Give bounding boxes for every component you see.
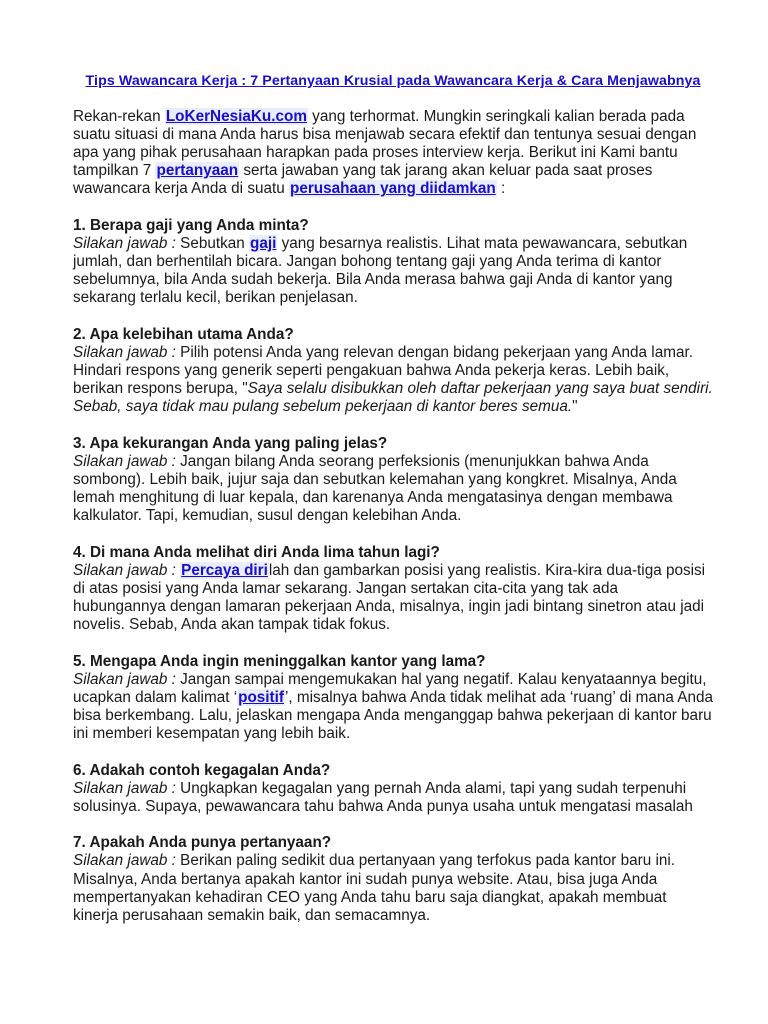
answer-paragraph <box>73 780 713 816</box>
answer-label: Silakan jawab : <box>73 452 176 470</box>
answer-text: yang besarnya realistis. Lihat mata pewawancara, sebutkan jumlah, dan berhentilah bicara. Jangan bohong tentang gaji yang Anda terima di kantor sebelumnya, bila Anda sudah bekerja. Bila Anda merasa bahwa gaji Anda di kantor yang sekarang terlalu kecil, berikan penjelasan. <box>73 234 688 307</box>
answer-paragraph <box>73 453 713 526</box>
intro-paragraph <box>73 108 713 199</box>
answer-text: ’, misalnya bahwa Anda tidak melihat ada ‘ruang’ di mana Anda bisa berkembang. Lalu, jelaskan mengapa Anda menganggap bahwa pekerjaan di kantor baru ini memberi kesempatan yang lebih baik. <box>73 688 714 743</box>
intro-text: Rekan-rekan <box>73 107 165 125</box>
intro-text: : <box>496 180 506 198</box>
answer-paragraph <box>73 852 713 925</box>
answer-text: Sebutkan <box>175 234 250 252</box>
question-heading: 6. Adakah contoh kegagalan Anda? <box>73 761 331 779</box>
site-link[interactable]: LoKerNesiaKu.com <box>165 107 307 125</box>
answer-text: Berikan paling sedikit dua pertanyaan yang terfokus pada kantor baru ini. Misalnya, Anda bertanya apakah kantor ini sudah punya website. Atau, bisa juga Anda mempertanyakan kehadiran CEO yang Anda tahu baru saja diangkat, apakah membuat kinerja perusahaan semakin baik, dan semacamnya. <box>73 852 676 925</box>
question-4 <box>73 544 713 635</box>
answer-paragraph <box>73 235 713 308</box>
pertanyaan-link[interactable]: pertanyaan <box>156 162 239 180</box>
answer-paragraph <box>73 671 713 744</box>
question-5 <box>73 653 713 744</box>
answer-text: Jangan sampai mengemukakan hal yang negatif. Kalau kenyataannya begitu, ucapkan dalam kalimat ‘ <box>73 670 707 706</box>
answer-label: Silakan jawab : <box>73 852 176 870</box>
answer-label: Silakan jawab : <box>73 561 176 579</box>
percaya-diri-link[interactable]: Percaya diri <box>181 561 268 579</box>
answer-text: " <box>572 398 578 416</box>
answer-paragraph <box>73 344 713 417</box>
question-1 <box>73 217 713 308</box>
intro-text: serta jawaban yang tak jarang akan keluar pada saat proses wawancara kerja Anda di suatu <box>73 162 653 198</box>
gaji-link[interactable]: gaji <box>250 234 277 252</box>
question-2 <box>73 326 713 417</box>
answer-label: Silakan jawab : <box>73 670 176 688</box>
article-body <box>73 0 713 925</box>
question-heading: 5. Mengapa Anda ingin meninggalkan kantor yang lama? <box>73 652 486 670</box>
question-3 <box>73 435 713 526</box>
answer-paragraph <box>73 562 713 635</box>
positif-link[interactable]: positif <box>238 688 284 706</box>
answer-label: Silakan jawab : <box>73 343 176 361</box>
answer-text: lah dan gambarkan posisi yang realistis. Kira-kira dua-tiga posisi di atas posisi yang Anda lamar sekarang. Jangan sertakan cita-cita yang tak ada hubungannya dengan lamaran pekerjaan Anda, misalnya, ingin jadi bintang sinetron atau jadi novelis. Sebab, Anda akan tampak tidak fokus. <box>73 561 706 634</box>
answer-label: Silakan jawab : <box>73 234 176 252</box>
answer-quote: Saya selalu disibukkan oleh daftar pekerjaan yang saya buat sendiri. Sebab, saya tidak mau pulang sebelum pekerjaan di kantor beres semua. <box>73 380 713 416</box>
perusahaan-link[interactable]: perusahaan yang diidamkan <box>290 180 496 198</box>
question-7 <box>73 834 713 925</box>
article-title-link[interactable]: Tips Wawancara Kerja : 7 Pertanyaan Krusial pada Wawancara Kerja & Cara Menjawabnya <box>85 73 701 89</box>
answer-text: Jangan bilang Anda seorang perfeksionis (menunjukkan bahwa Anda sombong). Lebih baik, jujur saja dan sebutkan kelemahan yang kongkret. Misalnya, Anda lemah menghitung di luar kepala, dan karenanya Anda mengatasinya dengan membawa kalkulator. Tapi, kemudian, susul dengan kelebihan Anda. <box>73 452 677 525</box>
question-6 <box>73 762 713 817</box>
question-heading: 1. Berapa gaji yang Anda minta? <box>73 216 309 234</box>
answer-text: Pilih potensi Anda yang relevan dengan bidang pekerjaan yang Anda lamar. Hindari respons yang generik seperti pengakuan bahwa Anda pekerja keras. Lebih baik, berikan respons berupa, " <box>73 343 693 398</box>
answer-label: Silakan jawab : <box>73 779 176 797</box>
question-heading: 4. Di mana Anda melihat diri Anda lima tahun lagi? <box>73 543 440 561</box>
question-heading: 7. Apakah Anda punya pertanyaan? <box>73 834 332 852</box>
answer-text: Ungkapkan kegagalan yang pernah Anda alami, tapi yang sudah terpenuhi solusinya. Supaya, pewawancara tahu bahwa Anda punya usaha untuk mengatasi masalah <box>73 779 693 815</box>
intro-text: yang terhormat. Mungkin seringkali kalian berada pada suatu situasi di mana Anda harus bisa menjawab secara efektif dan tentunya sesuai dengan apa yang pihak perusahaan harapkan pada proses interview kerja. Berikut ini Kami bantu tampilkan 7 <box>73 107 697 180</box>
question-heading: 3. Apa kekurangan Anda yang paling jelas? <box>73 434 388 452</box>
question-heading: 2. Apa kelebihan utama Anda? <box>73 325 294 343</box>
